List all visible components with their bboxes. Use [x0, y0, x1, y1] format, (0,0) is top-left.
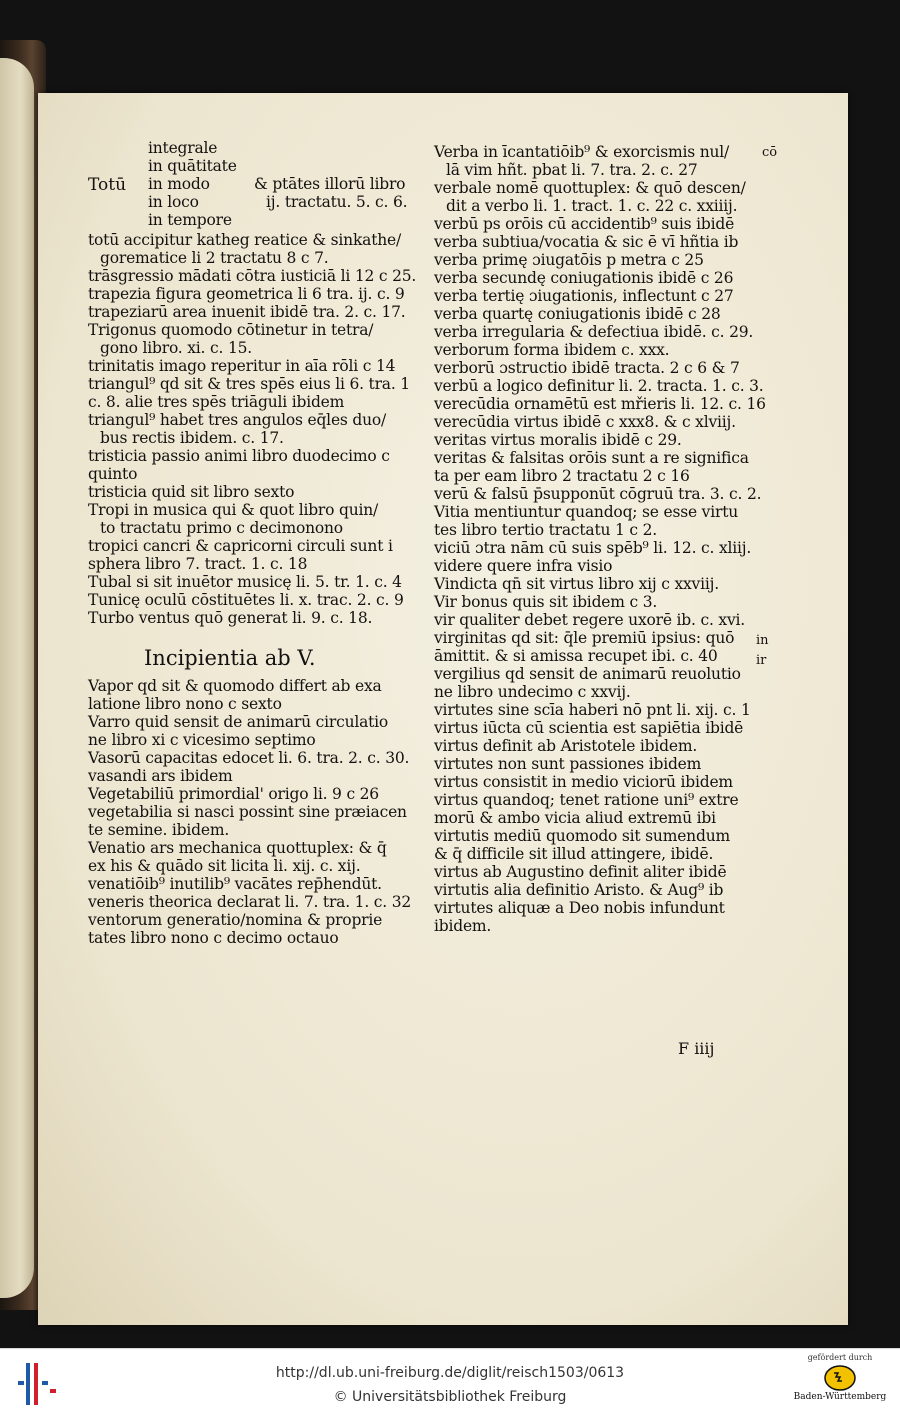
index-entry: Tropi in musica qui & quot libro quin/: [88, 501, 379, 519]
index-entry: trapezia figura geometrica li 6 tra. ij. c. 9: [88, 285, 405, 303]
index-entry: venatiōib⁹ inutilib⁹ vacātes rep̄hendūt.: [88, 875, 382, 893]
index-entry: verū & falsū p̄supponūt cōgruū tra. 3. c. 2.: [434, 485, 762, 503]
index-entry: viciū ɔtra nām cū suis spēb⁹ li. 12. c. xliij.: [434, 539, 752, 557]
index-entry: verba primę ɔiugatōis p metra c 25: [434, 251, 704, 269]
margin-note-3: ir: [756, 653, 767, 668]
index-entry: tristicia passio animi libro duodecimo c: [88, 447, 390, 465]
index-entry: virtus consistit in medio viciorū ibidem: [434, 773, 733, 791]
index-entry: verba subtiua/vocatia & sic ē vī hñtia ib: [434, 233, 739, 251]
index-entry: latione libro nono c sexto: [88, 695, 282, 713]
index-entry: verba irregularia & defectiua ibidē. c. 29.: [434, 323, 754, 341]
index-entry: vegetabilia si nasci possint sine præiacen: [88, 803, 407, 821]
index-entry: Vindicta qn̄ sit virtus libro xij c xxviij.: [434, 575, 719, 593]
index-entry: Vasorū capacitas edocet li. 6. tra. 2. c. 30.: [88, 749, 410, 767]
index-entry: quinto: [88, 465, 138, 483]
index-entry: verbū ps orōis cū accidentib⁹ suis ibidē: [434, 215, 735, 233]
index-entry: vir qualiter debet regere uxorē ib. c. xvi.: [434, 611, 745, 629]
margin-note-2: in: [756, 633, 769, 648]
index-entry: gono libro. xi. c. 15.: [100, 339, 252, 357]
index-entry: virtutis mediū quomodo sit sumendum: [434, 827, 730, 845]
index-entry: morū & ambo vicia aliud extremū ibi: [434, 809, 716, 827]
index-entry: bus rectis ibidem. c. 17.: [100, 429, 284, 447]
index-entries-v: [88, 677, 434, 947]
index-entry: verborum forma ibidem c. xxx.: [434, 341, 670, 359]
funder-badge: [790, 1353, 890, 1413]
totu-key-quantitate: in quātitate: [148, 157, 237, 175]
section-heading: Incipientia ab V.: [144, 646, 316, 670]
index-entry: verborū ɔstructio ibidē tracta. 2 c 6 & 7: [434, 359, 740, 377]
copyright-text: © Universitätsbibliothek Freiburg: [333, 1389, 567, 1405]
index-entry: tristicia quid sit libro sexto: [88, 483, 295, 501]
signature-mark: F iiij: [678, 1039, 715, 1058]
index-entry: Vir bonus quis sit ibidem c 3.: [434, 593, 658, 611]
index-entry: virtutes sine scīa haberi nō pnt li. xij. c. 1: [434, 701, 751, 719]
index-entry: ne libro xi c vicesimo septimo: [88, 731, 316, 749]
index-entry: lā vim hñt. pbat li. 7. tra. 2. c. 27: [446, 161, 698, 179]
margin-note-1: cō: [762, 145, 778, 160]
index-entry: & q̄ difficile sit illud attingere, ibidē.: [434, 845, 714, 863]
index-entry: Turbo ventus quō generat li. 9. c. 18.: [88, 609, 373, 627]
index-entry: verba quartę coniugationis ibidē c 28: [434, 305, 721, 323]
index-entry: Tunicę oculū cōstituētes li. x. trac. 2. c. 9: [88, 591, 404, 609]
index-entry: trinitatis imago reperitur in aīa rōli c 14: [88, 357, 396, 375]
index-entry: Trigonus quomodo cōtinetur in tetra/: [88, 321, 374, 339]
facing-page-edge: [0, 58, 34, 1298]
index-entry: virtutis alia definitio Aristo. & Aug⁹ ib: [434, 881, 724, 899]
index-entry: Vapor qd sit & quomodo differt ab exa: [88, 677, 382, 695]
index-entry: virtus quandoq; tenet ratione uni⁹ extre: [434, 791, 739, 809]
index-entry: Vitia mentiuntur quandoq; se esse virtu: [434, 503, 739, 521]
index-entry: tates libro nono c decimo octauo: [88, 929, 339, 947]
totu-key-loco: in loco: [148, 193, 199, 211]
index-entry: tropici cancri & capricorni circuli sunt i: [88, 537, 393, 555]
index-entry: Varro quid sensit de animarū circulatio: [88, 713, 389, 731]
index-entry: verbū a logico definitur li. 2. tracta. 1. c. 3.: [434, 377, 764, 395]
index-entry: virginitas qd sit: q̄le premiū ipsius: quō: [434, 629, 735, 647]
index-entry: triangul⁹ qd sit & tres spēs eius li 6. tra. 1: [88, 375, 410, 393]
index-entry: Verba in īcantatiōib⁹ & exorcismis nul/: [434, 143, 730, 161]
footer-bar: [0, 1348, 900, 1415]
index-entry: trāsgressio mādati cōtra iusticiā li 12 c 25.: [88, 267, 417, 285]
index-entry: verbale nomē quottuplex: & quō descen/: [434, 179, 746, 197]
index-entry: c. 8. alie tres spēs triāguli ibidem: [88, 393, 345, 411]
index-entry: dit a verbo li. 1. tract. 1. c. 22 c. xxiiij.: [446, 197, 738, 215]
index-entry: verecūdia virtus ibidē c xxx8. & c xlviij.: [434, 413, 736, 431]
index-entry: virtus ab Augustino definit aliter ibidē: [434, 863, 727, 881]
book-page: [38, 93, 848, 1325]
funder-label: gefördert durch: [807, 1353, 873, 1362]
index-entries-t: [88, 231, 434, 627]
index-entry: videre quere infra visio: [434, 557, 613, 575]
index-entry: ibidem.: [434, 917, 492, 935]
index-entry: gorematice li 2 tractatu 8 c 7.: [100, 249, 329, 267]
index-column-left: [88, 139, 434, 947]
index-column-right: [434, 143, 814, 935]
index-entry: verecūdia ornamētū est mřieris li. 12. c. 16: [434, 395, 766, 413]
totu-label: Totū: [88, 175, 127, 195]
index-entry: Venatio ars mechanica quottuplex: & q̄: [88, 839, 387, 857]
index-entry: Vegetabiliū primordial' origo li. 9 c 26: [88, 785, 379, 803]
totu-key-tempore: in tempore: [148, 211, 232, 229]
index-entry: ventorum generatio/nomina & proprie: [88, 911, 383, 929]
totu-key-modo: in modo: [148, 175, 210, 193]
totu-entry: [88, 139, 434, 231]
permalink-url[interactable]: http://dl.ub.uni-freiburg.de/diglit/reisch1503/0613: [275, 1365, 625, 1381]
state-crest-icon: [824, 1365, 856, 1391]
totu-key-integrale: integrale: [148, 139, 218, 157]
index-entry: ex his & quādo sit licita li. xij. c. xij.: [88, 857, 361, 875]
totu-ref-1: & ptātes illorū libro: [254, 175, 406, 193]
index-entry: verba tertię ɔiugationis, inflectunt c 27: [434, 287, 734, 305]
index-entry: veritas & falsitas orōis sunt a re significa: [434, 449, 749, 467]
index-entry: vasandi ars ibidem: [88, 767, 233, 785]
index-entry: ta per eam libro 2 tractatu 2 c 16: [434, 467, 690, 485]
index-entry: te semine. ibidem.: [88, 821, 230, 839]
index-entry: totū accipitur katheg reatice & sinkathe/: [88, 231, 402, 249]
index-entry: tes libro tertio tractatu 1 c 2.: [434, 521, 657, 539]
index-entry: virtutes aliquæ a Deo nobis infundunt: [434, 899, 725, 917]
index-entry: veneris theorica declarat li. 7. tra. 1. c. 32: [88, 893, 412, 911]
index-entry: sphera libro 7. tract. 1. c. 18: [88, 555, 308, 573]
index-entry: veritas virtus moralis ibidē c 29.: [434, 431, 682, 449]
index-entry: virtus iūcta cū scientia est sapiētia ibidē: [434, 719, 744, 737]
index-entry: to tractatu primo c decimonono: [100, 519, 343, 537]
index-entry: Tubal si sit inuētor musicę li. 5. tr. 1. c. 4: [88, 573, 402, 591]
index-entry: trapeziarū area inuenit ibidē tra. 2. c. 17.: [88, 303, 406, 321]
funder-name: Baden-Württemberg: [793, 1392, 887, 1402]
index-entry: virtutes non sunt passiones ibidem: [434, 755, 702, 773]
index-entry: virtus definit ab Aristotele ibidem.: [434, 737, 698, 755]
index-entry: verba secundę coniugationis ibidē c 26: [434, 269, 734, 287]
totu-ref-2: ij. tractatu. 5. c. 6.: [266, 193, 408, 211]
index-entry: āmittit. & si amissa recupet ibi. c. 40: [434, 647, 718, 665]
index-entry: triangul⁹ habet tres angulos eq̄les duo/: [88, 411, 387, 429]
index-entry: vergilius qd sensit de animarū reuolutio: [434, 665, 741, 683]
index-entry: ne libro undecimo c xxvij.: [434, 683, 631, 701]
